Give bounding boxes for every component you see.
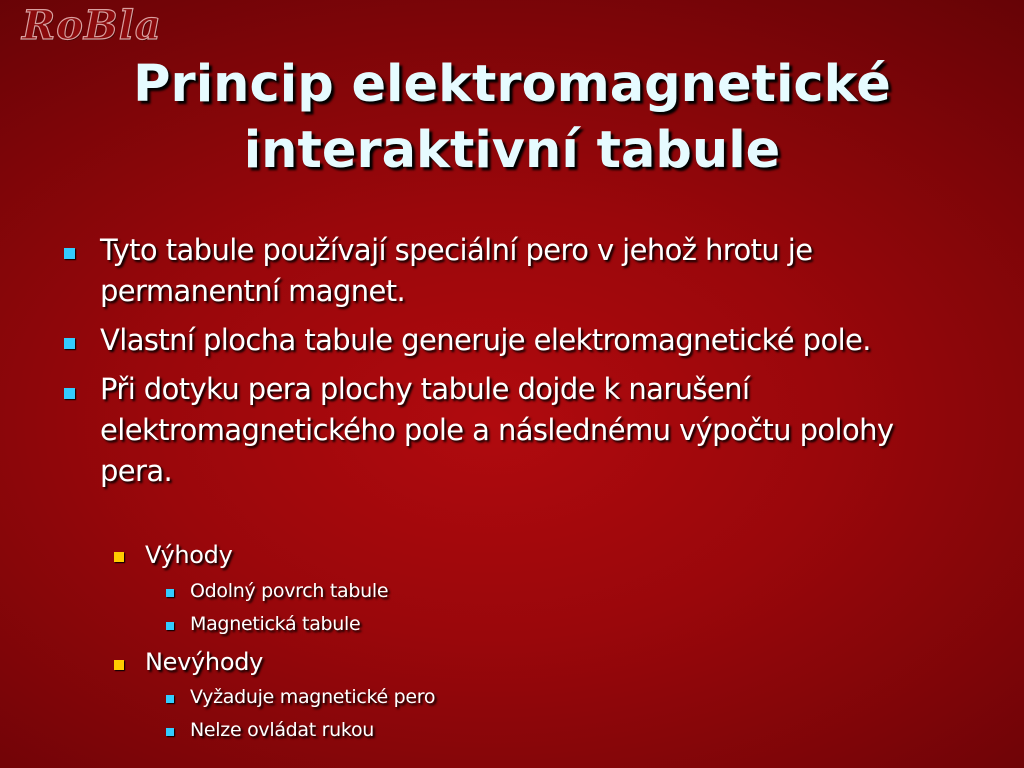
bullet-text: elektromagnetického pole a následnému výpočtu polohy [100, 413, 894, 447]
square-bullet-icon [114, 552, 124, 562]
square-bullet-icon [166, 728, 174, 736]
bullet-text: Vlastní plocha tabule generuje elektromagnetické pole. [100, 323, 871, 357]
square-bullet-icon [166, 589, 174, 597]
bullet-text: pera. [100, 454, 173, 488]
slide-title-line: interaktivní tabule [243, 121, 781, 180]
sub-bullet-label: Nevýhody [145, 648, 264, 676]
bullet-text: Při dotyku pera plochy tabule dojde k narušení [100, 372, 750, 406]
sub-sub-bullet-text: Magnetická tabule [190, 613, 361, 635]
square-bullet-icon [64, 338, 75, 349]
square-bullet-icon [114, 660, 124, 670]
sub-sub-bullet-text: Vyžaduje magnetické pero [190, 686, 436, 708]
logo: RoBla [22, 2, 162, 49]
bullet-text: Tyto tabule používají speciální pero v jehož hrotu je [100, 233, 813, 267]
bullet-text: permanentní magnet. [100, 274, 406, 308]
sub-bullet-label: Výhody [145, 541, 233, 569]
sub-sub-bullet-text: Odolný povrch tabule [190, 580, 389, 602]
square-bullet-icon [166, 622, 174, 630]
square-bullet-icon [64, 388, 75, 399]
slide-title-line: Princip elektromagnetické [133, 55, 891, 114]
square-bullet-icon [64, 248, 75, 259]
sub-sub-bullet-text: Nelze ovládat rukou [190, 719, 375, 741]
square-bullet-icon [166, 695, 174, 703]
